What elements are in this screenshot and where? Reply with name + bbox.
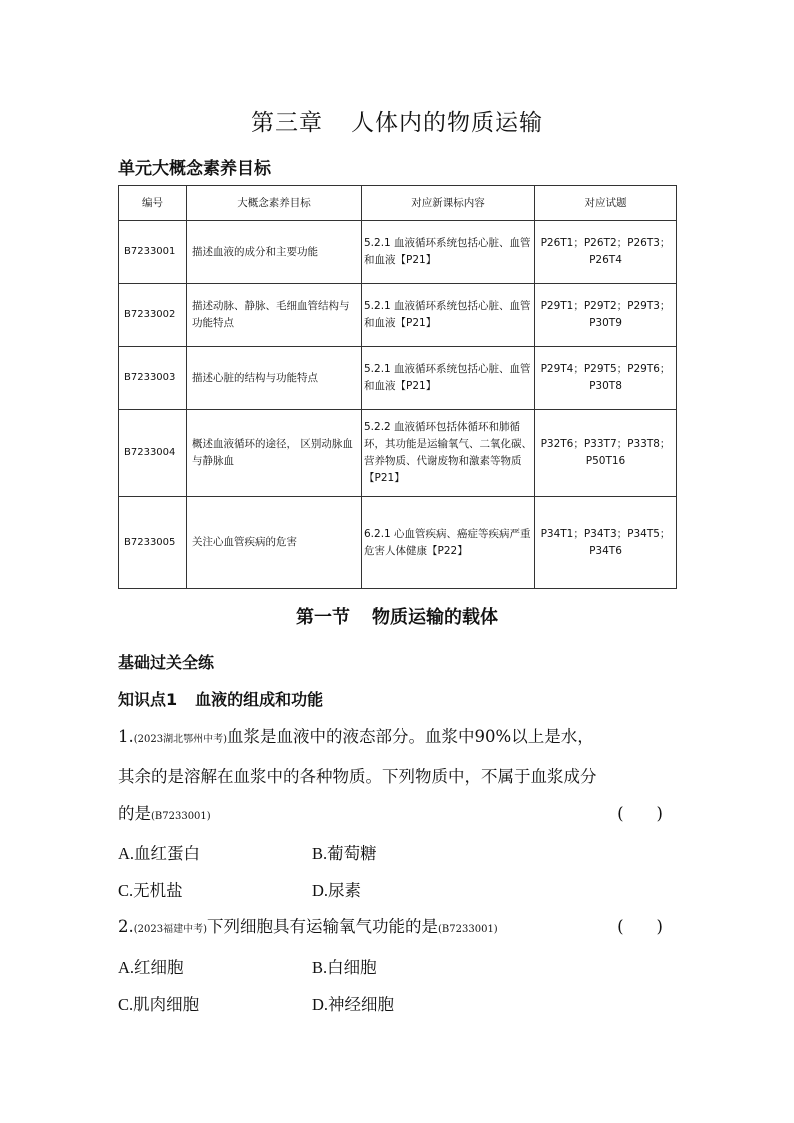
- option-letter: A.: [118, 958, 135, 977]
- cell-code: B7233003: [119, 347, 187, 410]
- practice-title: 基础过关全练: [118, 653, 215, 672]
- header-goal: 大概念素养目标: [187, 186, 362, 221]
- question-source: (2023湖北鄂州中考): [133, 734, 228, 745]
- cell-standard: 5.2.1 血液循环系统包括心脏、血管和血液【P21】: [362, 221, 535, 284]
- cell-standard: 6.2.1 心血管疾病、癌症等疾病严重危害人体健康【P22】: [362, 497, 535, 589]
- table-row: [119, 221, 677, 284]
- question-text: 下列细胞具有运输氧气功能的是: [207, 917, 439, 936]
- answer-blank[interactable]: ( ): [617, 917, 663, 936]
- section-number: 第一节: [296, 607, 350, 628]
- cell-code: B7233002: [119, 284, 187, 347]
- header-standard: 对应新课标内容: [362, 186, 535, 221]
- cell-items: P29T4；P29T5；P29T6；P30T8: [535, 347, 677, 410]
- option-d[interactable]: [312, 991, 394, 1015]
- knowledge-point-name: 血液的组成和功能: [195, 690, 324, 709]
- cell-goal: 描述动脉、静脉、毛细血管结构与功能特点: [187, 284, 362, 347]
- option-text: 血红蛋白: [134, 844, 201, 863]
- question-line: [118, 718, 663, 758]
- goals-table: [118, 185, 677, 589]
- cell-items: P26T1；P26T2；P26T3；P26T4: [535, 221, 677, 284]
- chapter-number: 第三章: [251, 110, 323, 136]
- table-header-row: [119, 186, 677, 221]
- section-name: 物质运输的载体: [372, 607, 498, 628]
- cell-code: B7233004: [119, 410, 187, 497]
- option-b[interactable]: [312, 840, 377, 864]
- option-c[interactable]: [118, 991, 199, 1015]
- option-a[interactable]: [118, 840, 200, 864]
- table-row: [119, 410, 677, 497]
- knowledge-point-number: 知识点1: [118, 690, 178, 709]
- option-text: 白细胞: [327, 958, 377, 977]
- header-items: 对应试题: [535, 186, 677, 221]
- question-source: (2023福建中考): [133, 924, 208, 935]
- question-2: [118, 908, 663, 948]
- cell-goal: 描述血液的成分和主要功能: [187, 221, 362, 284]
- option-text: 肌肉细胞: [133, 995, 200, 1014]
- unit-title: 单元大概念素养目标: [118, 159, 271, 179]
- option-c[interactable]: [118, 877, 183, 901]
- option-d[interactable]: [312, 877, 361, 901]
- header-code: 编号: [119, 186, 187, 221]
- question-line: [118, 795, 663, 835]
- table-row: [119, 284, 677, 347]
- option-text: 无机盐: [133, 881, 183, 900]
- cell-goal: 概述血液循环的途径， 区别动脉血与静脉血: [187, 410, 362, 497]
- question-text: 的是: [118, 804, 151, 823]
- answer-blank[interactable]: ( ): [617, 804, 663, 823]
- question-1: [118, 718, 663, 835]
- cell-standard: 5.2.1 血液循环系统包括心脏、血管和血液【P21】: [362, 284, 535, 347]
- option-a[interactable]: [118, 954, 184, 978]
- option-letter: C.: [118, 995, 134, 1014]
- question-text: 血浆是血液中的液态部分。血浆中90%以上是水，: [227, 727, 594, 746]
- cell-code: B7233001: [119, 221, 187, 284]
- option-letter: B.: [312, 844, 328, 863]
- option-letter: B.: [312, 958, 328, 977]
- question-number: 2.: [118, 917, 134, 936]
- page-title: [0, 104, 794, 137]
- cell-goal: 描述心脏的结构与功能特点: [187, 347, 362, 410]
- section-title: [0, 603, 794, 629]
- chapter-name: 人体内的物质运输: [351, 110, 543, 136]
- cell-items: P32T6；P33T7；P33T8；P50T16: [535, 410, 677, 497]
- cell-standard: 5.2.2 血液循环包括体循环和肺循环，其功能是运输氧气、二氧化碳、营养物质、代谢废物和激素等物质【P21】: [362, 410, 535, 497]
- cell-standard: 5.2.1 血液循环系统包括心脏、血管和血液【P21】: [362, 347, 535, 410]
- cell-goal: 关注心血管疾病的危害: [187, 497, 362, 589]
- option-letter: C.: [118, 881, 134, 900]
- knowledge-point-title: [118, 687, 323, 710]
- option-text: 尿素: [328, 881, 362, 900]
- cell-items: P34T1；P34T3；P34T5；P34T6: [535, 497, 677, 589]
- cell-items: P29T1；P29T2；P29T3；P30T9: [535, 284, 677, 347]
- option-text: 红细胞: [134, 958, 184, 977]
- question-code: (B7233001): [438, 924, 498, 935]
- table-row: [119, 497, 677, 589]
- cell-code: B7233005: [119, 497, 187, 589]
- option-b[interactable]: [312, 954, 377, 978]
- table-row: [119, 347, 677, 410]
- option-letter: D.: [312, 995, 329, 1014]
- option-letter: D.: [312, 881, 329, 900]
- question-number: 1.: [118, 727, 134, 746]
- option-letter: A.: [118, 844, 135, 863]
- question-code: (B7233001): [151, 811, 211, 822]
- option-text: 葡萄糖: [327, 844, 377, 863]
- option-text: 神经细胞: [328, 995, 395, 1014]
- question-line: [118, 908, 663, 948]
- question-line: 其余的是溶解在血浆中的各种物质。下列物质中，不属于血浆成分: [118, 767, 597, 786]
